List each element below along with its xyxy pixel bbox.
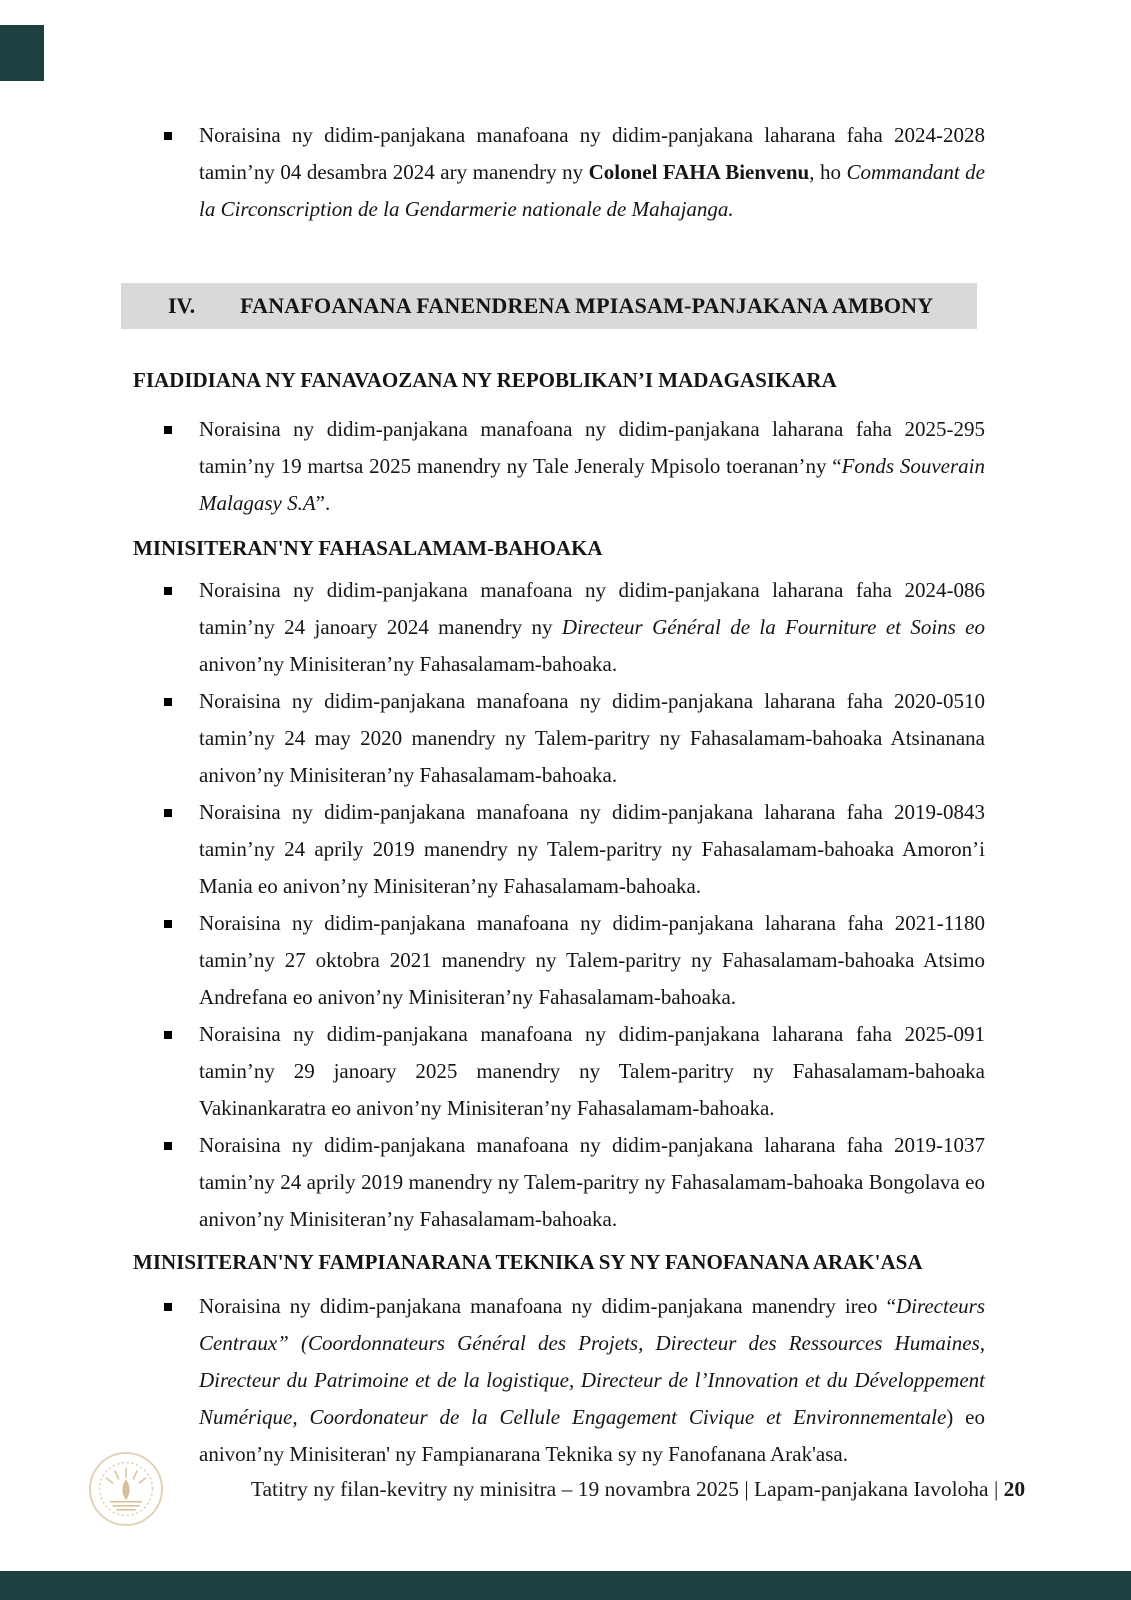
decree-bullet-2019-0843 <box>133 794 985 905</box>
bullet-marker <box>164 698 172 706</box>
bullet-text: anivon’ny Minisiteran’ny Fahasalamam-bahoaka. <box>199 652 618 676</box>
subsection-heading-fahasalamana: MINISITERAN'NY FAHASALAMAM-BAHOAKA <box>133 536 603 560</box>
bullet-marker <box>164 809 172 817</box>
section-numeral: IV. <box>168 293 196 318</box>
viewer-chrome-corner <box>0 25 44 81</box>
page-footer <box>233 1474 1043 1504</box>
italic-title: Commandant de la Circonscription de la Gendarmerie nationale de Mahajanga. <box>199 160 985 221</box>
decree-bullet-2020-0510 <box>133 683 985 794</box>
bullet-text: Noraisina ny didim-panjakana manafoana ny didim-panjakana laharana faha 2019-0843 tamin’ny 24 aprily 2019 manendry ny Talem-paritry ny Fahasalamam-bahoaka Amoron’i Mania eo anivon’ny Minisiteran’ny Fahasalamam-bahoaka. <box>199 800 985 898</box>
page-content <box>133 0 985 1473</box>
bullet-text: Noraisina ny didim-panjakana manafoana ny didim-panjakana manendry ireo “ <box>199 1294 896 1318</box>
section-heading-bar <box>121 283 977 329</box>
bullet-text: Noraisina ny didim-panjakana manafoana ny didim-panjakana laharana faha 2020-0510 tamin’ny 24 may 2020 manendry ny Talem-paritry ny Fahasalamam-bahoaka Atsinanana anivon’ny Minisiteran’ny Fahasalamam-bahoaka. <box>199 689 985 787</box>
subsection-heading-fiadidiana: FIADIDIANA NY FANAVAOZANA NY REPOBLIKAN’I MADAGASIKARA <box>133 368 837 392</box>
bullet-text: Noraisina ny didim-panjakana manafoana ny didim-panjakana laharana faha 2025-091 tamin’ny 29 janoary 2025 manendry ny Talem-paritry ny Fahasalamam-bahoaka Vakinankaratra eo anivon’ny Minisiteran’ny Fahasalamam-bahoaka. <box>199 1022 985 1120</box>
bullet-text: , ho <box>809 160 847 184</box>
bullet-marker <box>164 132 172 140</box>
bullet-marker <box>164 587 172 595</box>
section-title: FANAFOANANA FANENDRENA MPIASAM-PANJAKANA AMBONY <box>240 293 934 318</box>
decree-bullet-2025-295 <box>133 411 985 522</box>
bullet-marker <box>164 1142 172 1150</box>
bold-name: Colonel FAHA Bienvenu <box>588 160 810 184</box>
presidential-seal-logo <box>86 1449 166 1529</box>
decree-bullet-2025-091 <box>133 1016 985 1127</box>
bullet-marker <box>164 426 172 434</box>
italic-title: Directeurs Centraux” (Coordonnateurs Général des Projets, Directeur des Ressources Humaines, Directeur du Patrimoine et de la logistique, Directeur de l’Innovation et du Développement Numérique, Coordonateur de la Cellule Engagement Civique et Environnementale <box>199 1294 985 1429</box>
fahasalamana-bullets <box>133 572 985 1238</box>
bullet-text: Noraisina ny didim-panjakana manafoana ny didim-panjakana laharana faha 2019-1037 tamin’ny 24 aprily 2019 manendry ny Talem-paritry ny Fahasalamam-bahoaka Bongolava eo anivon’ny Minisiteran’ny Fahasalamam-bahoaka. <box>199 1133 985 1231</box>
bullet-text: Noraisina ny didim-panjakana manafoana ny didim-panjakana laharana faha 2024-086 tamin’ny 24 janoary 2024 manendry ny <box>199 578 985 639</box>
decree-bullet-2019-1037 <box>133 1127 985 1238</box>
viewer-chrome-bottom-bar <box>0 1571 1131 1600</box>
bullet-text: ) eo anivon’ny Minisiteran' ny Fampianarana Teknika sy ny Fanofanana Arak'asa. <box>199 1405 985 1466</box>
decree-bullet-directeurs-centraux <box>133 1288 985 1473</box>
bullet-marker <box>164 1031 172 1039</box>
bullet-marker <box>164 1303 172 1311</box>
bullet-text: Noraisina ny didim-panjakana manafoana ny didim-panjakana laharana faha 2024-2028 tamin’ny 04 desambra 2024 ary manendry ny <box>199 123 985 184</box>
subsection-heading-fampianarana: MINISITERAN'NY FAMPIANARANA TEKNIKA SY NY FANOFANANA ARAK'ASA <box>133 1250 923 1274</box>
bullet-text: Noraisina ny didim-panjakana manafoana ny didim-panjakana laharana faha 2021-1180 tamin’ny 27 oktobra 2021 manendry ny Talem-paritry ny Fahasalamam-bahoaka Atsimo Andrefana eo anivon’ny Minisiteran’ny Fahasalamam-bahoaka. <box>199 911 985 1009</box>
decree-bullet-2021-1180 <box>133 905 985 1016</box>
bullet-marker <box>164 920 172 928</box>
page-number: 20 <box>1003 1477 1026 1501</box>
footer-text: Tatitry ny filan-kevitry ny minisitra – 19 novambra 2025 | Lapam-panjakana Iavoloha | <box>250 1477 1004 1501</box>
decree-bullet-2024-086 <box>133 572 985 683</box>
italic-title: Directeur Général de la Fourniture et Soins eo <box>561 615 985 639</box>
decree-bullet-2024-2028 <box>133 117 985 228</box>
bullet-text: ”. <box>315 491 331 515</box>
italic-title: Fonds Souverain Malagasy S.A <box>199 454 985 515</box>
bullet-text: Noraisina ny didim-panjakana manafoana ny didim-panjakana laharana faha 2025-295 tamin’ny 19 martsa 2025 manendry ny Tale Jeneraly Mpisolo toeranan’ny “ <box>199 417 985 478</box>
